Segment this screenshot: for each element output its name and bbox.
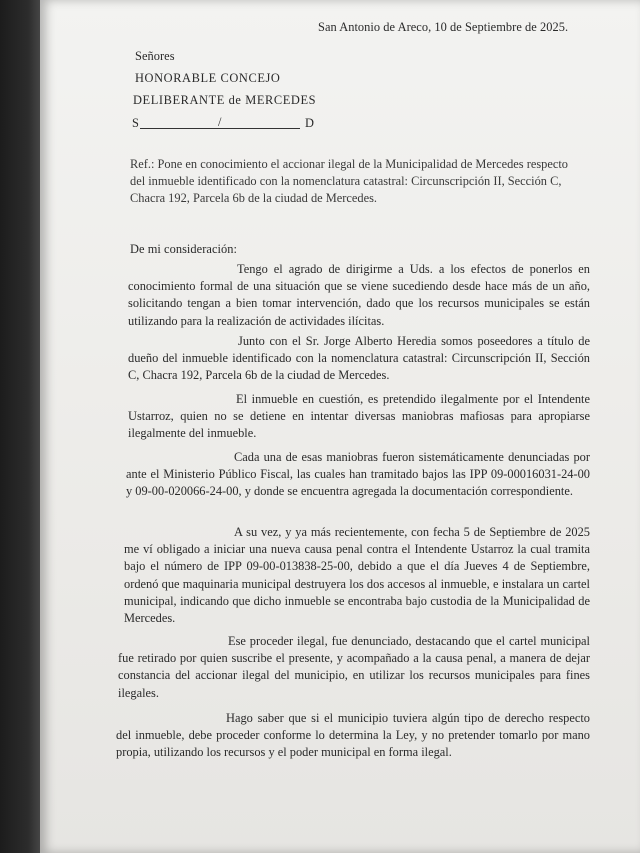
- recipient-slash: /: [218, 115, 222, 129]
- recipient-line-2: HONORABLE CONCEJO: [135, 71, 281, 85]
- paragraph-4: [126, 449, 590, 501]
- paragraph-1: [128, 261, 590, 330]
- place-date: San Antonio de Areco, 10 de Septiembre de 2025.: [318, 20, 569, 34]
- paragraph-1-text: Tengo el agrado de dirigirme a Uds. a los efectos de ponerlos en conocimiento formal de una situación que se viene sucediendo desde hace más de un año, solicitando tengan a bien tomar intervención, dado que los recursos municipales se están utilizando para la realización de actividades ilícitas.: [128, 262, 590, 328]
- reference-line-2: del inmueble identificado con la nomenclatura catastral: Circunscripción II, Sección C,: [130, 174, 562, 188]
- paragraph-7: [116, 710, 590, 762]
- scan-background-edge: [0, 0, 40, 853]
- paragraph-5-text: A su vez, y ya más recientemente, con fecha 5 de Septiembre de 2025 me ví obligado a iniciar una nueva causa penal contra el Intendente Ustarroz la cual tramita bajo el número de IPP 09-00-013838-25-00, debido a que el día Jueves 4 de Septiembre, ordenó que maquinaria municipal destruyera los dos accesos al inmueble, e instalara un cartel municipal, indicando que dicho inmueble se encontraba bajo custodia de la Municipalidad de Mercedes.: [124, 525, 590, 626]
- recipient-s: S: [132, 116, 139, 130]
- paragraph-3: [128, 391, 590, 443]
- reference-line-1: Ref.: Pone en conocimiento el accionar ilegal de la Municipalidad de Mercedes respecto: [130, 157, 568, 171]
- paragraph-6: [118, 633, 590, 702]
- paragraph-7-text: Hago saber que si el municipio tuviera algún tipo de derecho respecto del inmueble, debe proceder conforme lo determina la Ley, y no pretender tomarlo por mano propia, utilizando los recursos y el poder municipal en forma ilegal.: [116, 711, 590, 760]
- paragraph-2-text: Junto con el Sr. Jorge Alberto Heredia somos poseedores a título de dueño del inmueble identificado con la nomenclatura catastral: Circunscripción II, Sección C, Chacra 192, Parcela 6b de la ciudad de Mercedes.: [128, 334, 590, 383]
- reference-block: [130, 156, 590, 207]
- salutation: De mi consideración:: [130, 242, 237, 256]
- recipient-line-3: DELIBERANTE de MERCEDES: [133, 93, 317, 107]
- reference-line-3: Chacra 192, Parcela 6b de la ciudad de Mercedes.: [130, 191, 378, 205]
- paragraph-2: [128, 333, 590, 385]
- paragraph-6-text: Ese proceder ilegal, fue denunciado, destacando que el cartel municipal fue retirado por quien suscribe el presente, y acompañado a la causa penal, a manera de dejar constancia del accionar ilegal del municipio, en utilizar los recursos municipales para fines ilegales.: [118, 634, 590, 700]
- paragraph-4-text: Cada una de esas maniobras fueron sistemáticamente denunciadas por ante el Ministerio Público Fiscal, las cuales han tramitado bajos las IPP 09-00016031-24-00 y 09-00-020066-24-00, y donde se encuentra agregada la documentación correspondiente.: [126, 450, 590, 499]
- paragraph-3-text: El inmueble en cuestión, es pretendido ilegalmente por el Intendente Ustarroz, quien no se detiene en intentar diversas maniobras mafiosas para apropiarse ilegalmente del inmueble.: [128, 392, 590, 441]
- paragraph-5: [124, 524, 590, 627]
- recipient-d: D: [305, 116, 314, 130]
- recipient-line-1: Señores: [135, 49, 175, 63]
